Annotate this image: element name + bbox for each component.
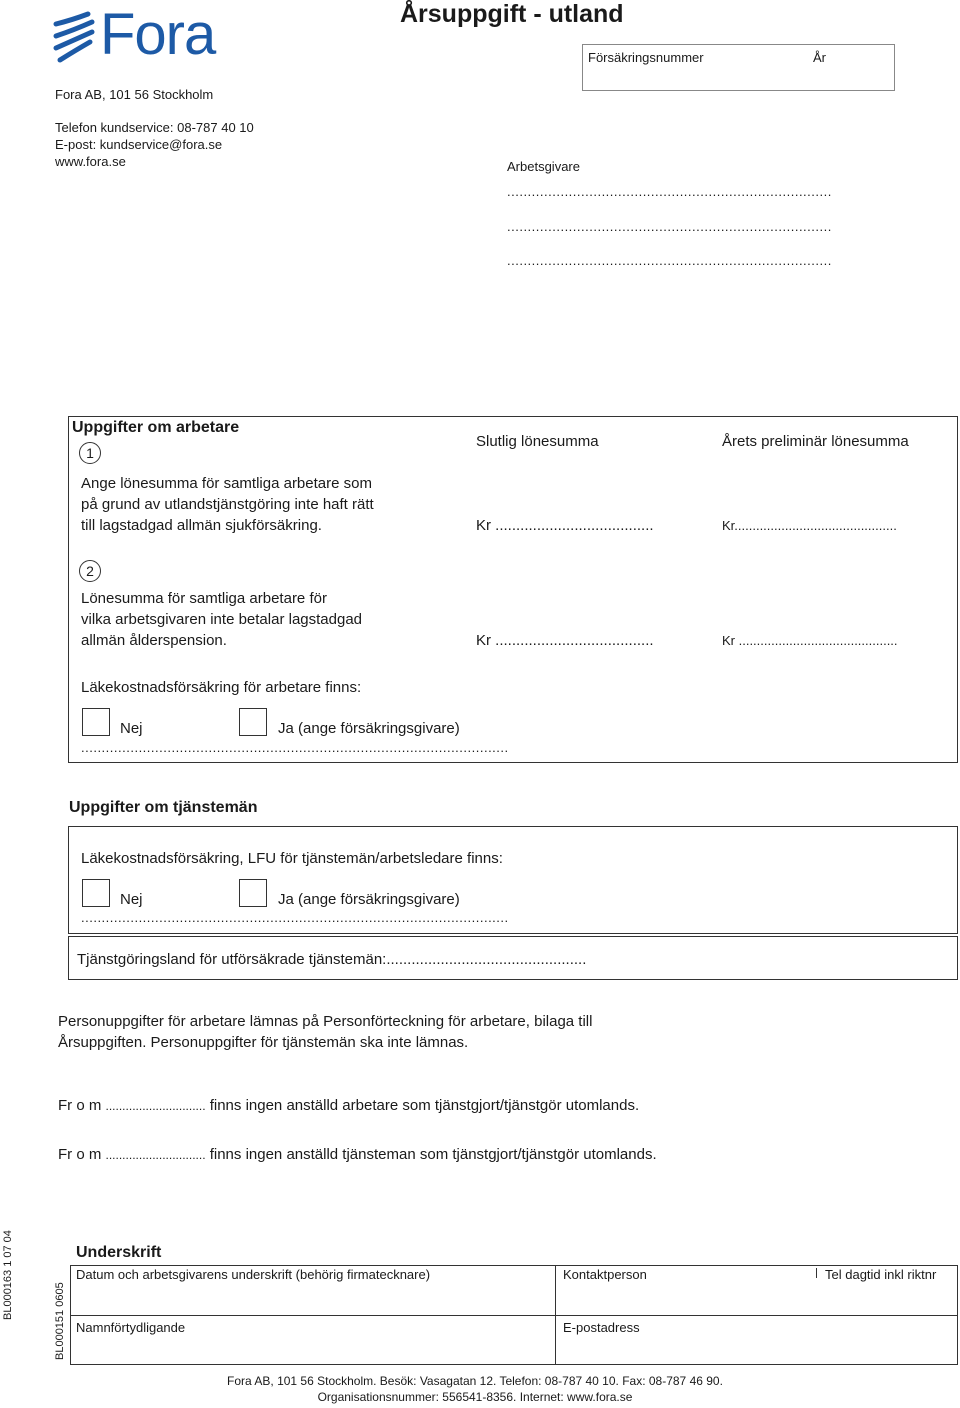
preliminary-salary-header: Årets preliminär lönesumma: [722, 433, 909, 450]
employer-label: Arbetsgivare: [507, 159, 580, 174]
item-number-2: 2: [79, 560, 101, 582]
item1-preliminary-amount[interactable]: Kr.............................................: [722, 518, 897, 533]
company-email: E-post: kundservice@fora.se: [55, 137, 223, 152]
item2-final-amount[interactable]: Kr ......................................: [476, 632, 654, 649]
insurance-number-label: Försäkringsnummer: [588, 50, 704, 65]
officials-no-checkbox[interactable]: [82, 879, 110, 907]
from-prefix: Fr o m: [58, 1097, 102, 1114]
officials-medical-label: Läkekostnadsförsäkring, LFU för tjänstemän/arbetsledare finns:: [81, 850, 503, 867]
employer-line-2[interactable]: ...............................................................................: [507, 219, 832, 234]
fora-logo-icon: [52, 10, 96, 66]
item2-preliminary-amount[interactable]: Kr ............................................: [722, 633, 898, 648]
from-date-officials: [58, 1144, 657, 1166]
name-clarification-field[interactable]: Namnförtydligande: [76, 1320, 186, 1335]
email-field[interactable]: E-postadress: [563, 1320, 640, 1335]
phone-field[interactable]: Tel dagtid inkl riktnr: [825, 1267, 937, 1282]
final-salary-header: Slutlig lönesumma: [476, 433, 599, 450]
item2-text-line3: allmän ålderspension.: [81, 632, 227, 649]
from-date-officials-field[interactable]: ..............................: [105, 1148, 206, 1162]
year-label: År: [813, 50, 826, 65]
company-phone: Telefon kundservice: 08-787 40 10: [55, 120, 254, 135]
officials-yes-label: Ja (ange försäkringsgivare): [278, 891, 460, 908]
item1-text-line2: på grund av utlandstjänstgöring inte haft rätt: [81, 496, 374, 513]
footer-line1: Fora AB, 101 56 Stockholm. Besök: Vasagatan 12. Telefon: 08-787 40 10. Fax: 08-787 46 90.: [227, 1374, 723, 1388]
workers-no-checkbox[interactable]: [82, 708, 110, 736]
workers-yes-checkbox[interactable]: [239, 708, 267, 736]
workers-no-label: Nej: [120, 720, 143, 737]
contact-person-field[interactable]: Kontaktperson: [563, 1267, 647, 1282]
personal-info-line1: Personuppgifter för arbetare lämnas på Personförteckning för arbetare, bilaga till: [58, 1013, 593, 1030]
signature-table: [70, 1265, 958, 1365]
page-title: Årsuppgift - utland: [400, 0, 624, 28]
from-date-workers-text: finns ingen anställd arbetare som tjänstgjort/tjänstgör utomlands.: [209, 1097, 640, 1114]
workers-insurer-field[interactable]: ........................................................................................................: [81, 740, 509, 755]
form-code-1: BL000163 1 07 04: [2, 1230, 14, 1320]
service-country-field[interactable]: Tjänstgöringsland för utförsäkrade tjänstemän:................................................: [77, 951, 587, 968]
item-number-1: 1: [79, 442, 101, 464]
footer-line2: Organisationsnummer: 556541-8356. Internet: www.fora.se: [317, 1390, 633, 1404]
from-prefix: Fr o m: [58, 1146, 102, 1163]
personal-info-line2: Årsuppgiften. Personuppgifter för tjänstemän ska inte lämnas.: [58, 1034, 469, 1051]
from-date-officials-text: finns ingen anställd tjänsteman som tjänstgjort/tjänstgör utomlands.: [209, 1146, 657, 1163]
officials-no-label: Nej: [120, 891, 143, 908]
company-web: www.fora.se: [55, 154, 126, 169]
employer-line-3[interactable]: ...............................................................................: [507, 253, 832, 268]
from-date-workers: [58, 1095, 639, 1117]
item1-text-line1: Ange lönesumma för samtliga arbetare som: [81, 475, 372, 492]
workers-yes-label: Ja (ange försäkringsgivare): [278, 720, 460, 737]
logo-text: Fora: [100, 2, 216, 67]
officials-yes-checkbox[interactable]: [239, 879, 267, 907]
date-signature-field[interactable]: Datum och arbetsgivarens underskrift (behörig firmatecknare): [76, 1267, 431, 1282]
item2-text-line2: vilka arbetsgivaren inte betalar lagstadgad: [81, 611, 363, 628]
signature-heading: Underskrift: [76, 1244, 162, 1261]
item1-final-amount[interactable]: Kr ......................................: [476, 517, 654, 534]
officials-insurer-field[interactable]: ........................................................................................................: [81, 910, 509, 925]
employer-line-1[interactable]: ...............................................................................: [507, 184, 832, 199]
form-code-2: BL000151 0605: [54, 1282, 66, 1360]
officials-heading: Uppgifter om tjänstemän: [69, 799, 258, 816]
from-date-workers-field[interactable]: ..............................: [105, 1099, 206, 1113]
workers-heading: Uppgifter om arbetare: [72, 419, 240, 436]
item1-text-line3: till lagstadgad allmän sjukförsäkring.: [81, 517, 322, 534]
item2-text-line1: Lönesumma för samtliga arbetare för: [81, 590, 327, 607]
insurance-number-field[interactable]: [582, 44, 895, 91]
company-address: Fora AB, 101 56 Stockholm: [55, 87, 214, 102]
workers-medical-label: Läkekostnadsförsäkring för arbetare finns:: [81, 679, 362, 696]
